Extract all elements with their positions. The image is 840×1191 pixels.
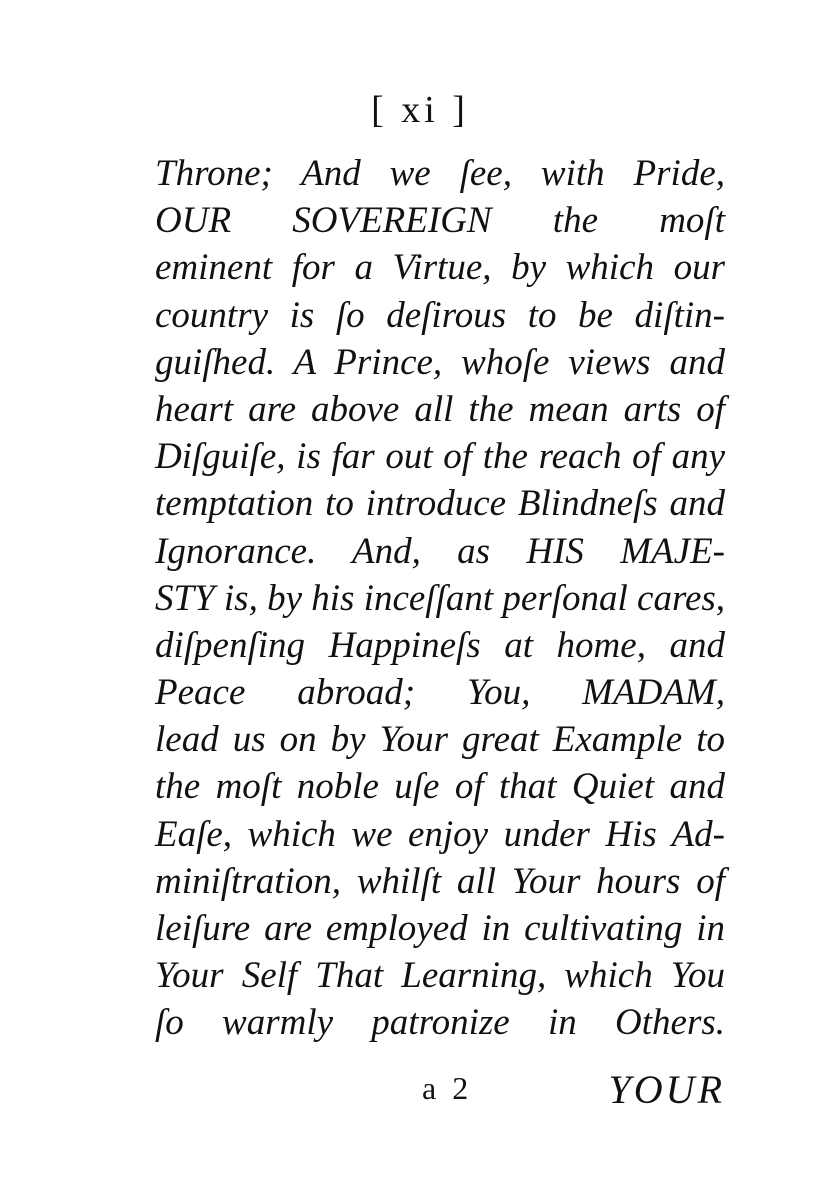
text-line: lead us on by Your great Example to [155,719,725,761]
text-line: diſpenſing Happineſs at home, and [155,624,725,666]
text-line: heart are above all the mean arts of [155,388,725,430]
signature-mark: a 2 [422,1070,473,1106]
text-line: temptation to introduce Blindneſs and [155,483,725,525]
text-line: miniſtration, whilſt all Your hours of [155,860,725,902]
text-line: guiſhed. A Prince, whoſe views and [155,341,725,383]
text-line: country is ſo deſirous to be diſtin- [155,294,725,336]
page-footer [155,1066,725,1116]
text-line: leiſure are employed in cultivating in [155,908,725,949]
body-text [155,150,725,1047]
page-number: [ xi ] [371,89,469,131]
text-line: Peace abroad; You, MADAM, [155,672,725,714]
text-line: Your Self That Learning, which You [155,955,725,997]
text-line: Diſguiſe, is far out of the reach of any [155,436,725,478]
text-line: the moſt noble uſe of that Quiet and [155,766,725,808]
catchword: YOUR [608,1067,725,1112]
text-line: STY is, by his inceſſant perſonal cares, [155,577,726,619]
text-line: Ignorance. And, as HIS MAJE- [155,530,725,572]
text-line: ſo warmly patronize in Others. [155,1002,725,1044]
text-line: Eaſe, which we enjoy under His Ad- [155,813,725,855]
text-line: OUR SOVEREIGN the moſt [155,200,725,242]
text-line: Throne; And we ſee, with Pride, [155,153,725,194]
text-line: eminent for a Virtue, by which our [155,247,725,289]
